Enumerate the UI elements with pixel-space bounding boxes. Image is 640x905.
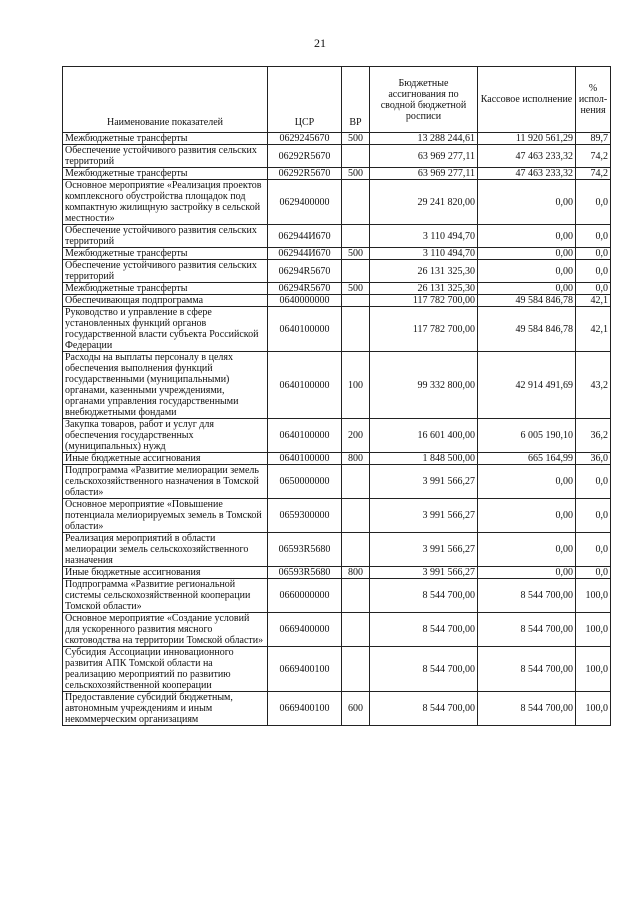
cell-pct: 89,7 — [576, 133, 611, 145]
table-row — [63, 168, 611, 180]
table-row — [63, 133, 611, 145]
table-row — [63, 283, 611, 295]
cell-name: Закупка товаров, работ и услуг для обеспечения государственных (муниципальных) нужд — [63, 419, 268, 453]
cell-csr: 0660000000 — [268, 579, 342, 613]
table-row — [63, 145, 611, 168]
cell-csr: 0629400000 — [268, 180, 342, 225]
cell-vr — [342, 465, 370, 499]
cell-cash: 665 164,99 — [478, 453, 576, 465]
cell-name: Обеспечение устойчивого развития сельских территорий — [63, 145, 268, 168]
cell-budget: 26 131 325,30 — [370, 283, 478, 295]
cell-budget: 8 544 700,00 — [370, 579, 478, 613]
cell-cash: 47 463 233,32 — [478, 145, 576, 168]
cell-csr: 0640100000 — [268, 352, 342, 419]
cell-budget: 117 782 700,00 — [370, 307, 478, 352]
cell-budget: 1 848 500,00 — [370, 453, 478, 465]
cell-vr: 800 — [342, 453, 370, 465]
cell-csr: 06292R5670 — [268, 145, 342, 168]
cell-budget: 3 110 494,70 — [370, 248, 478, 260]
cell-budget: 99 332 800,00 — [370, 352, 478, 419]
cell-cash: 49 584 846,78 — [478, 307, 576, 352]
cell-name: Предоставление субсидий бюджетным, автономным учреждениям и иным некоммерческим организациям — [63, 692, 268, 726]
cell-csr: 06292R5670 — [268, 168, 342, 180]
cell-cash: 6 005 190,10 — [478, 419, 576, 453]
cell-csr: 06294R5670 — [268, 260, 342, 283]
cell-cash: 0,00 — [478, 567, 576, 579]
table-row — [63, 260, 611, 283]
cell-csr: 0650000000 — [268, 465, 342, 499]
cell-name: Основное мероприятие «Создание условий для ускоренного развития мясного скотоводства на территории Томской области» — [63, 613, 268, 647]
cell-vr — [342, 613, 370, 647]
cell-budget: 3 110 494,70 — [370, 225, 478, 248]
cell-vr — [342, 647, 370, 692]
cell-name: Межбюджетные трансферты — [63, 133, 268, 145]
cell-vr — [342, 145, 370, 168]
cell-csr: 06294R5670 — [268, 283, 342, 295]
cell-name: Иные бюджетные ассигнования — [63, 453, 268, 465]
cell-pct: 36,2 — [576, 419, 611, 453]
cell-pct: 0,0 — [576, 225, 611, 248]
table-row — [63, 499, 611, 533]
cell-csr: 062944И670 — [268, 248, 342, 260]
cell-cash: 0,00 — [478, 533, 576, 567]
cell-vr: 600 — [342, 692, 370, 726]
cell-vr: 500 — [342, 168, 370, 180]
cell-cash: 8 544 700,00 — [478, 647, 576, 692]
cell-name: Межбюджетные трансферты — [63, 168, 268, 180]
cell-budget: 117 782 700,00 — [370, 295, 478, 307]
cell-pct: 0,0 — [576, 248, 611, 260]
table-row — [63, 352, 611, 419]
table-row — [63, 533, 611, 567]
cell-vr: 800 — [342, 567, 370, 579]
cell-cash: 8 544 700,00 — [478, 692, 576, 726]
cell-cash: 42 914 491,69 — [478, 352, 576, 419]
table-row — [63, 180, 611, 225]
cell-budget: 8 544 700,00 — [370, 692, 478, 726]
cell-pct: 43,2 — [576, 352, 611, 419]
cell-vr — [342, 307, 370, 352]
cell-csr: 06593R5680 — [268, 567, 342, 579]
cell-csr: 0669400000 — [268, 613, 342, 647]
cell-budget: 26 131 325,30 — [370, 260, 478, 283]
cell-pct: 36,0 — [576, 453, 611, 465]
header-budget: Бюджетные ассигнования по сводной бюджетной росписи — [370, 67, 478, 133]
cell-cash: 0,00 — [478, 283, 576, 295]
header-vr: ВР — [342, 67, 370, 133]
table-header-row — [63, 67, 611, 133]
table-row — [63, 567, 611, 579]
cell-csr: 0640100000 — [268, 419, 342, 453]
cell-csr: 0669400100 — [268, 692, 342, 726]
cell-pct: 42,1 — [576, 295, 611, 307]
cell-cash: 0,00 — [478, 465, 576, 499]
cell-name: Подпрограмма «Развитие мелиорации земель сельскохозяйственного назначения в Томской области» — [63, 465, 268, 499]
cell-budget: 63 969 277,11 — [370, 145, 478, 168]
cell-name: Основное мероприятие «Реализация проектов комплексного обустройства площадок под компактную жилищную застройку в сельской местности» — [63, 180, 268, 225]
cell-name: Обеспечивающая подпрограмма — [63, 295, 268, 307]
cell-vr — [342, 180, 370, 225]
cell-csr: 0640100000 — [268, 453, 342, 465]
cell-csr: 0640000000 — [268, 295, 342, 307]
cell-csr: 0659300000 — [268, 499, 342, 533]
cell-vr — [342, 260, 370, 283]
header-name: Наименование показателей — [63, 67, 268, 133]
table-row — [63, 613, 611, 647]
cell-budget: 13 288 244,61 — [370, 133, 478, 145]
cell-budget: 3 991 566,27 — [370, 567, 478, 579]
table-row — [63, 295, 611, 307]
cell-pct: 100,0 — [576, 647, 611, 692]
cell-cash: 49 584 846,78 — [478, 295, 576, 307]
cell-budget: 29 241 820,00 — [370, 180, 478, 225]
cell-pct: 74,2 — [576, 168, 611, 180]
cell-cash: 47 463 233,32 — [478, 168, 576, 180]
cell-pct: 0,0 — [576, 567, 611, 579]
cell-cash: 0,00 — [478, 499, 576, 533]
cell-cash: 0,00 — [478, 180, 576, 225]
cell-cash: 0,00 — [478, 260, 576, 283]
cell-cash: 0,00 — [478, 248, 576, 260]
cell-pct: 0,0 — [576, 465, 611, 499]
cell-vr: 500 — [342, 283, 370, 295]
cell-csr: 062944И670 — [268, 225, 342, 248]
cell-vr — [342, 225, 370, 248]
cell-name: Подпрограмма «Развитие региональной системы сельскохозяйственной кооперации Томской области» — [63, 579, 268, 613]
page-number: 21 — [314, 36, 326, 50]
table-row — [63, 419, 611, 453]
cell-pct: 100,0 — [576, 579, 611, 613]
cell-budget: 16 601 400,00 — [370, 419, 478, 453]
cell-vr — [342, 579, 370, 613]
cell-name: Иные бюджетные ассигнования — [63, 567, 268, 579]
cell-name: Обеспечение устойчивого развития сельских территорий — [63, 260, 268, 283]
cell-budget: 3 991 566,27 — [370, 499, 478, 533]
table-body — [63, 133, 611, 726]
cell-csr: 0629245670 — [268, 133, 342, 145]
cell-vr: 500 — [342, 133, 370, 145]
cell-vr — [342, 295, 370, 307]
cell-vr: 500 — [342, 248, 370, 260]
table-row — [63, 225, 611, 248]
table-row — [63, 692, 611, 726]
header-pct: % испол-нения — [576, 67, 611, 133]
cell-name: Основное мероприятие «Повышение потенциала мелиорируемых земель в Томской области» — [63, 499, 268, 533]
table-row — [63, 579, 611, 613]
cell-cash: 8 544 700,00 — [478, 613, 576, 647]
cell-csr: 0669400100 — [268, 647, 342, 692]
cell-pct: 0,0 — [576, 180, 611, 225]
cell-pct: 100,0 — [576, 613, 611, 647]
cell-budget: 3 991 566,27 — [370, 465, 478, 499]
budget-execution-table — [62, 66, 611, 726]
cell-name: Руководство и управление в сфере установленных функций органов государственной власти субъекта Российской Федерации — [63, 307, 268, 352]
cell-pct: 0,0 — [576, 499, 611, 533]
cell-pct: 100,0 — [576, 692, 611, 726]
cell-pct: 0,0 — [576, 283, 611, 295]
cell-cash: 11 920 561,29 — [478, 133, 576, 145]
cell-cash: 0,00 — [478, 225, 576, 248]
cell-pct: 74,2 — [576, 145, 611, 168]
cell-vr: 200 — [342, 419, 370, 453]
cell-vr — [342, 533, 370, 567]
cell-name: Субсидия Ассоциации инновационного развития АПК Томской области на реализацию мероприятий по развитию сельскохозяйственной кооперации — [63, 647, 268, 692]
cell-name: Межбюджетные трансферты — [63, 248, 268, 260]
cell-pct: 0,0 — [576, 533, 611, 567]
cell-name: Расходы на выплаты персоналу в целях обеспечения выполнения функций государственными (муниципальными) органами, казенными учреждениями, органами управления государственными внебюджетными фондами — [63, 352, 268, 419]
table-row — [63, 248, 611, 260]
cell-pct: 42,1 — [576, 307, 611, 352]
table-row — [63, 465, 611, 499]
table-row — [63, 647, 611, 692]
cell-name: Обеспечение устойчивого развития сельских территорий — [63, 225, 268, 248]
cell-budget: 8 544 700,00 — [370, 647, 478, 692]
header-csr: ЦСР — [268, 67, 342, 133]
cell-pct: 0,0 — [576, 260, 611, 283]
cell-vr: 100 — [342, 352, 370, 419]
cell-name: Реализация мероприятий в области мелиорации земель сельскохозяйственного назначения — [63, 533, 268, 567]
cell-name: Межбюджетные трансферты — [63, 283, 268, 295]
cell-cash: 8 544 700,00 — [478, 579, 576, 613]
cell-budget: 63 969 277,11 — [370, 168, 478, 180]
table-row — [63, 307, 611, 352]
cell-csr: 0640100000 — [268, 307, 342, 352]
cell-budget: 8 544 700,00 — [370, 613, 478, 647]
header-cash: Кассовое исполнение — [478, 67, 576, 133]
cell-csr: 06593R5680 — [268, 533, 342, 567]
cell-vr — [342, 499, 370, 533]
table-row — [63, 453, 611, 465]
cell-budget: 3 991 566,27 — [370, 533, 478, 567]
